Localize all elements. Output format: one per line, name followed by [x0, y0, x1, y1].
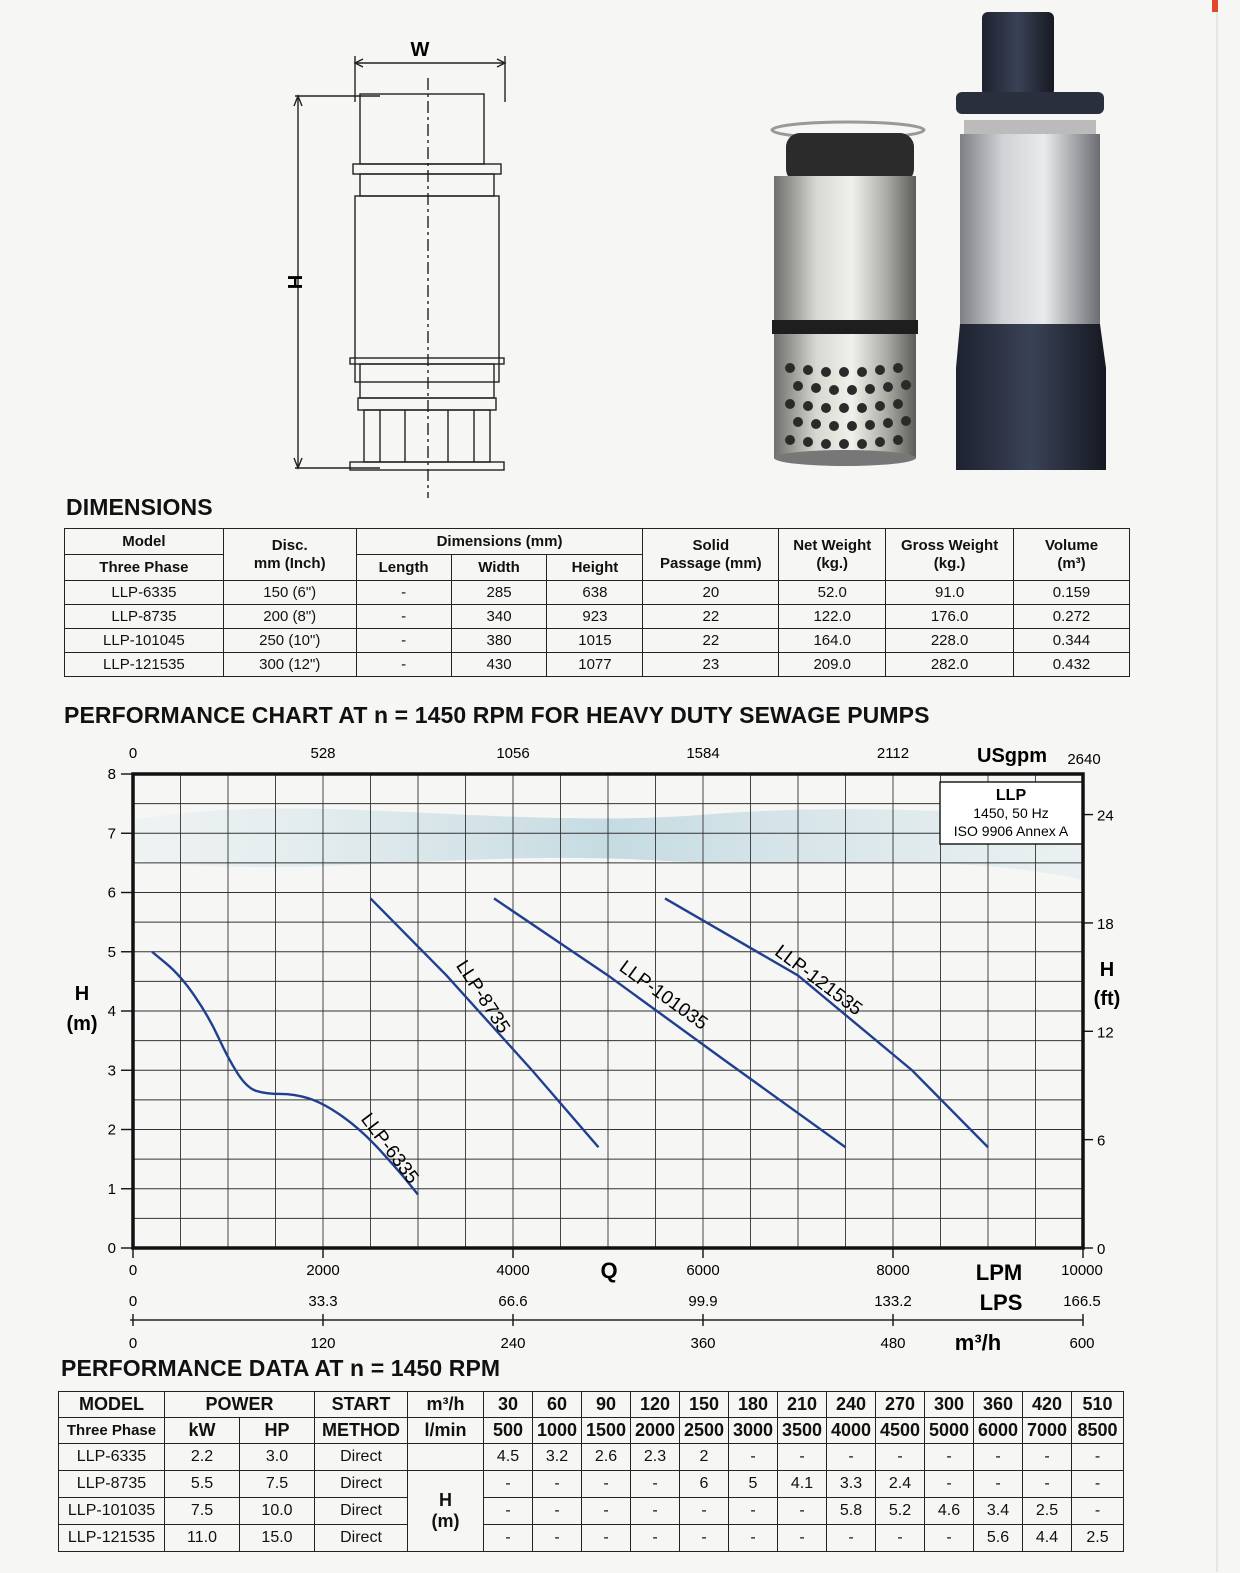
perf-cell-head: - — [778, 1498, 827, 1525]
perf-col-flow-lmin: 1500 — [582, 1418, 631, 1444]
perf-cell-start: Direct — [315, 1498, 408, 1525]
col-solid-passage: Solid Passage (mm) — [643, 529, 779, 581]
dim-cell-width: 430 — [451, 653, 547, 677]
m3h-tick-label: 0 — [128, 1335, 138, 1352]
dim-cell-gross: 176.0 — [886, 605, 1014, 629]
perf-col-flow-lmin: 1000 — [533, 1418, 582, 1444]
x-tick-label: 8000 — [876, 1262, 910, 1279]
series-line-llp-121535 — [665, 898, 988, 1147]
series-label: LLP-8735 — [451, 956, 514, 1038]
perf-cell-head: 2.3 — [631, 1444, 680, 1471]
lpm-unit: LPM — [975, 1260, 1023, 1285]
perf-col-model: MODEL — [59, 1392, 165, 1418]
perf-col-flow-m3h: 420 — [1023, 1392, 1072, 1418]
dim-cell-width: 380 — [451, 629, 547, 653]
perf-col-flow-lmin: 4500 — [876, 1418, 925, 1444]
dim-cell-volume: 0.272 — [1014, 605, 1130, 629]
right-axis-label-h: H — [1099, 959, 1115, 981]
perf-cell-hp: 10.0 — [240, 1498, 315, 1525]
dimensions-row — [65, 629, 1130, 653]
perf-col-flow-m3h: 510 — [1072, 1392, 1124, 1418]
performance-table — [58, 1391, 1124, 1552]
col-width: Width — [451, 555, 547, 581]
perf-cell-head: - — [729, 1444, 778, 1471]
perf-col-three-phase: Three Phase — [59, 1418, 165, 1444]
perf-col-flow-m3h: 240 — [827, 1392, 876, 1418]
performance-row — [59, 1525, 1124, 1552]
dim-cell-disc: 300 (12") — [223, 653, 356, 677]
perf-col-flow-m3h: 180 — [729, 1392, 778, 1418]
m3h-tick-label: 600 — [1069, 1335, 1095, 1352]
right-tick-label: 12 — [1097, 1024, 1114, 1042]
perf-cell-head: - — [729, 1498, 778, 1525]
perf-col-flow-lmin: 2500 — [680, 1418, 729, 1444]
lps-tick-label: 166.5 — [1063, 1293, 1101, 1310]
perf-col-flow-lmin: 8500 — [1072, 1418, 1124, 1444]
perf-cell-hp: 3.0 — [240, 1444, 315, 1471]
series-label: LLP-121535 — [770, 941, 866, 1021]
perf-cell-head: - — [974, 1471, 1023, 1498]
top-tick-label: 528 — [310, 745, 336, 762]
perf-cell-head: 3.4 — [974, 1498, 1023, 1525]
perf-cell-head: - — [533, 1498, 582, 1525]
perf-cell-head: - — [484, 1498, 533, 1525]
lps-tick-label: 33.3 — [308, 1293, 338, 1310]
perf-cell-start: Direct — [315, 1471, 408, 1498]
perf-cell-model: LLP-121535 — [59, 1525, 165, 1552]
perf-cell-head: 4.4 — [1023, 1525, 1072, 1552]
dim-cell-model: LLP-101045 — [65, 629, 224, 653]
perf-cell-head: 2 — [680, 1444, 729, 1471]
dim-cell-gross: 282.0 — [886, 653, 1014, 677]
dim-cell-model: LLP-6335 — [65, 581, 224, 605]
perf-cell-head: - — [533, 1525, 582, 1552]
performance-chart — [0, 735, 1140, 1363]
perf-cell-head: - — [778, 1444, 827, 1471]
y-tick-label: 0 — [107, 1240, 116, 1257]
dim-cell-disc: 150 (6") — [223, 581, 356, 605]
perf-cell-head: 5.8 — [827, 1498, 876, 1525]
perf-cell-head: - — [974, 1444, 1023, 1471]
perf-col-flow-m3h: 270 — [876, 1392, 925, 1418]
perf-cell-head: - — [925, 1444, 974, 1471]
perf-cell-head: - — [631, 1525, 680, 1552]
dim-cell-net: 52.0 — [779, 581, 886, 605]
small-pump-image — [772, 122, 924, 466]
series-label: LLP-101035 — [615, 956, 712, 1035]
perf-cell-model: LLP-101035 — [59, 1498, 165, 1525]
perf-col-m3h: m³/h — [408, 1392, 484, 1418]
dim-cell-disc: 250 (10") — [223, 629, 356, 653]
dim-cell-net: 209.0 — [779, 653, 886, 677]
height-label: H — [283, 274, 305, 290]
lps-tick-label: 0 — [128, 1293, 138, 1310]
perf-col-flow-m3h: 210 — [778, 1392, 827, 1418]
dim-cell-volume: 0.159 — [1014, 581, 1130, 605]
dim-cell-width: 285 — [451, 581, 547, 605]
perf-cell-hp: 15.0 — [240, 1525, 315, 1552]
dim-cell-model: LLP-121535 — [65, 653, 224, 677]
series-label: LLP-6335 — [356, 1109, 423, 1188]
perf-cell-kw: 7.5 — [165, 1498, 240, 1525]
x-tick-label: 10000 — [1061, 1262, 1103, 1279]
perf-cell-head: - — [680, 1498, 729, 1525]
dim-cell-disc: 200 (8") — [223, 605, 356, 629]
perf-col-flow-m3h: 360 — [974, 1392, 1023, 1418]
dimensions-table — [64, 528, 1130, 677]
width-label: W — [410, 39, 430, 61]
performance-row — [59, 1444, 1124, 1471]
dim-cell-length: - — [356, 653, 451, 677]
page-edge-line — [1216, 12, 1218, 1572]
perf-cell-head: - — [1072, 1498, 1124, 1525]
perf-cell-head: - — [729, 1525, 778, 1552]
m3h-tick-label: 480 — [880, 1335, 906, 1352]
dim-cell-height: 1077 — [547, 653, 643, 677]
perf-cell-head: - — [876, 1525, 925, 1552]
perf-cell-hp: 7.5 — [240, 1471, 315, 1498]
col-height: Height — [547, 555, 643, 581]
col-length: Length — [356, 555, 451, 581]
perf-col-flow-lmin: 500 — [484, 1418, 533, 1444]
perf-col-hp: HP — [240, 1418, 315, 1444]
x-tick-label: 6000 — [686, 1262, 720, 1279]
perf-cell-start: Direct — [315, 1444, 408, 1471]
performance-row — [59, 1498, 1124, 1525]
series-line-llp-101035 — [494, 898, 846, 1147]
perf-cell-head: 2.6 — [582, 1444, 631, 1471]
dim-cell-solid: 22 — [643, 605, 779, 629]
series-line-llp-6335 — [152, 952, 418, 1195]
perf-cell-h-blank — [408, 1444, 484, 1471]
col-three-phase: Three Phase — [65, 555, 224, 581]
chart-grid — [133, 774, 1083, 1248]
right-tick-label: 0 — [1097, 1241, 1106, 1258]
m3h-unit: m³/h — [954, 1330, 1002, 1355]
legend-line-2: ISO 9906 Annex A — [953, 823, 1069, 839]
right-tick-label: 18 — [1097, 915, 1114, 933]
perf-cell-head: - — [827, 1444, 876, 1471]
perf-col-power: POWER — [165, 1392, 315, 1418]
perf-cell-kw: 2.2 — [165, 1444, 240, 1471]
dim-cell-solid: 22 — [643, 629, 779, 653]
perf-cell-head: - — [1072, 1444, 1124, 1471]
perf-cell-head: 5.2 — [876, 1498, 925, 1525]
dim-cell-height: 638 — [547, 581, 643, 605]
perf-cell-head: 4.5 — [484, 1444, 533, 1471]
perf-col-flow-lmin: 2000 — [631, 1418, 680, 1444]
perf-cell-head: - — [582, 1498, 631, 1525]
perf-cell-head: - — [582, 1525, 631, 1552]
perf-cell-head: - — [680, 1525, 729, 1552]
performance-row — [59, 1471, 1124, 1498]
legend-title: LLP — [995, 787, 1027, 804]
perf-cell-head: - — [876, 1444, 925, 1471]
dim-cell-solid: 20 — [643, 581, 779, 605]
right-tick-label: 6 — [1097, 1132, 1106, 1150]
perf-col-flow-m3h: 120 — [631, 1392, 680, 1418]
perf-col-flow-m3h: 60 — [533, 1392, 582, 1418]
chart-legend — [940, 782, 1082, 844]
large-pump-image — [956, 12, 1106, 470]
perf-cell-head: - — [631, 1498, 680, 1525]
y-axis-label-unit: (m) — [66, 1013, 98, 1035]
perf-cell-head: - — [533, 1471, 582, 1498]
perf-col-flow-m3h: 150 — [680, 1392, 729, 1418]
perf-cell-head: 4.6 — [925, 1498, 974, 1525]
col-disc: Disc. mm (Inch) — [223, 529, 356, 581]
dimension-drawing — [280, 30, 520, 500]
perf-cell-head: 3.2 — [533, 1444, 582, 1471]
perf-col-flow-lmin: 3000 — [729, 1418, 778, 1444]
perf-cell-model: LLP-6335 — [59, 1444, 165, 1471]
perf-cell-head: - — [484, 1471, 533, 1498]
perf-col-flow-m3h: 90 — [582, 1392, 631, 1418]
top-tick-label: 1584 — [686, 745, 720, 762]
col-net-weight: Net Weight (kg.) — [779, 529, 886, 581]
col-volume: Volume (m³) — [1014, 529, 1130, 581]
perf-col-kw: kW — [165, 1418, 240, 1444]
x-tick-label: 0 — [128, 1262, 138, 1279]
perf-cell-head: - — [778, 1525, 827, 1552]
perf-col-flow-lmin: 4000 — [827, 1418, 876, 1444]
dim-cell-height: 923 — [547, 605, 643, 629]
y-tick-label: 2 — [107, 1121, 116, 1139]
y-tick-label: 3 — [107, 1062, 116, 1080]
y-tick-label: 6 — [107, 884, 116, 902]
y-tick-label: 8 — [107, 766, 116, 783]
x-tick-label: 4000 — [496, 1262, 530, 1279]
perf-col-flow-lmin: 7000 — [1023, 1418, 1072, 1444]
perf-cell-kw: 11.0 — [165, 1525, 240, 1552]
perf-cell-start: Direct — [315, 1525, 408, 1552]
dim-cell-gross: 91.0 — [886, 581, 1014, 605]
dim-cell-width: 340 — [451, 605, 547, 629]
perf-col-flow-lmin: 6000 — [974, 1418, 1023, 1444]
m3h-tick-label: 120 — [310, 1335, 336, 1352]
perf-cell-head: 5.6 — [974, 1525, 1023, 1552]
dimensions-row — [65, 653, 1130, 677]
perf-cell-head: - — [631, 1471, 680, 1498]
perf-col-flow-m3h: 30 — [484, 1392, 533, 1418]
perf-cell-head: - — [925, 1471, 974, 1498]
perf-cell-head: - — [1023, 1444, 1072, 1471]
page-edge-mark — [1212, 0, 1218, 12]
perf-cell-head: 3.3 — [827, 1471, 876, 1498]
m3h-tick-label: 240 — [500, 1335, 526, 1352]
y-tick-label: 5 — [107, 943, 116, 961]
lps-tick-label: 99.9 — [688, 1293, 718, 1310]
pump-photos — [760, 8, 1120, 478]
legend-line-1: 1450, 50 Hz — [973, 805, 1049, 821]
dim-cell-length: - — [356, 605, 451, 629]
top-tick-label: 1056 — [496, 745, 530, 762]
right-tick-label: 24 — [1097, 807, 1114, 825]
perf-cell-head: 2.5 — [1072, 1525, 1124, 1552]
perf-cell-h-label: H (m) — [408, 1471, 484, 1552]
dim-cell-volume: 0.432 — [1014, 653, 1130, 677]
right-axis-label-unit: (ft) — [1093, 988, 1121, 1010]
chart-title: PERFORMANCE CHART AT n = 1450 RPM FOR HEAVY DUTY SEWAGE PUMPS — [64, 702, 930, 728]
series-line-llp-8735 — [371, 898, 599, 1147]
dim-cell-net: 122.0 — [779, 605, 886, 629]
col-model: Model — [65, 529, 224, 555]
perf-cell-head: - — [925, 1525, 974, 1552]
perf-col-lmin: l/min — [408, 1418, 484, 1444]
dim-cell-length: - — [356, 581, 451, 605]
dim-cell-model: LLP-8735 — [65, 605, 224, 629]
perf-cell-head: 2.5 — [1023, 1498, 1072, 1525]
perf-cell-head: 6 — [680, 1471, 729, 1498]
y-tick-label: 4 — [107, 1003, 116, 1020]
perf-cell-head: - — [1023, 1471, 1072, 1498]
dim-cell-volume: 0.344 — [1014, 629, 1130, 653]
perf-cell-head: 5 — [729, 1471, 778, 1498]
x-axis-label-q: Q — [600, 1258, 618, 1283]
x-tick-label: 2000 — [306, 1262, 340, 1279]
perf-cell-head: - — [1072, 1471, 1124, 1498]
m3h-tick-label: 360 — [690, 1335, 716, 1352]
perf-cell-model: LLP-8735 — [59, 1471, 165, 1498]
dim-cell-net: 164.0 — [779, 629, 886, 653]
chart-series — [152, 898, 988, 1194]
dimensions-title: DIMENSIONS — [66, 494, 213, 520]
perf-col-start: START — [315, 1392, 408, 1418]
dim-cell-length: - — [356, 629, 451, 653]
perf-col-method: METHOD — [315, 1418, 408, 1444]
dimensions-row — [65, 581, 1130, 605]
y-tick-label: 1 — [107, 1180, 116, 1198]
perf-cell-head: - — [582, 1471, 631, 1498]
dimensions-row — [65, 605, 1130, 629]
top-tick-label: 2112 — [876, 745, 910, 762]
perf-cell-head: 4.1 — [778, 1471, 827, 1498]
lps-unit: LPS — [979, 1290, 1023, 1315]
col-gross-weight: Gross Weight (kg.) — [886, 529, 1014, 581]
top-tick-label: 2640 — [1067, 751, 1101, 768]
perf-cell-kw: 5.5 — [165, 1471, 240, 1498]
perf-col-flow-lmin: 5000 — [925, 1418, 974, 1444]
col-dimensions: Dimensions (mm) — [356, 529, 643, 555]
lps-tick-label: 133.2 — [874, 1293, 912, 1310]
y-axis-label-h: H — [74, 983, 90, 1005]
top-tick-label: 0 — [128, 745, 138, 762]
perf-col-flow-m3h: 300 — [925, 1392, 974, 1418]
performance-title: PERFORMANCE DATA AT n = 1450 RPM — [61, 1355, 501, 1381]
dim-cell-solid: 23 — [643, 653, 779, 677]
perf-cell-head: 2.4 — [876, 1471, 925, 1498]
perf-cell-head: - — [484, 1525, 533, 1552]
dim-cell-height: 1015 — [547, 629, 643, 653]
top-axis-unit: USgpm — [977, 745, 1047, 767]
perf-cell-head: - — [827, 1525, 876, 1552]
lps-tick-label: 66.6 — [498, 1293, 528, 1310]
perf-col-flow-lmin: 3500 — [778, 1418, 827, 1444]
y-tick-label: 7 — [107, 825, 116, 843]
dim-cell-gross: 228.0 — [886, 629, 1014, 653]
